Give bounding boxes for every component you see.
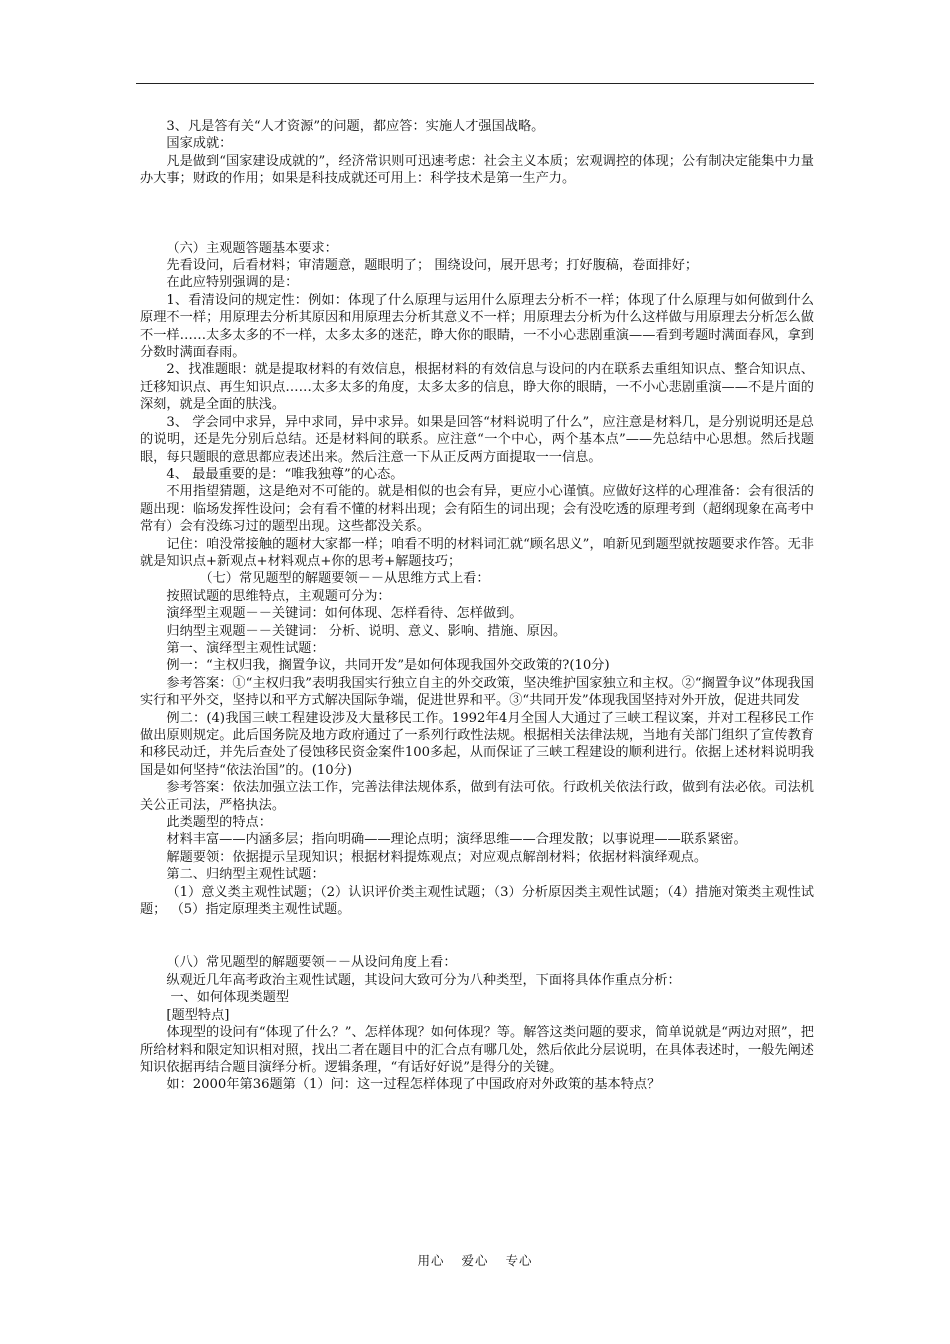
- footer-word-3: 专心: [505, 1253, 533, 1268]
- paragraph: 解题要领：依据提示呈现知识；根据材料提炼观点；对应观点解剖材料；依据材料演绎观点。: [166, 849, 708, 865]
- paragraph: （八）常见题型的解题要领－－从设问角度上看：: [166, 955, 457, 971]
- document-body: [140, 118, 814, 1094]
- paragraph: 按照试题的思维特点，主观题可分为：: [166, 588, 391, 604]
- paragraph: 纵观近几年高考政治主观性试题，其设问大致可分为八种类型，下面将具体作重点分析：: [166, 972, 681, 988]
- paragraph: [题型特点]: [166, 1007, 230, 1023]
- paragraph: 参考答案：①“主权归我”表明我国实行独立自主的外交政策，坚决维护国家独立和主权。②“搁置争议”体现我国实行和平外交，坚持以和平方式解决国际争端，促进世界和平。③“共同开发”体现我国坚持对外开放，促进共同发: [140, 675, 814, 709]
- paragraph: 记住：咱没常接触的题材大家都一样；咱看不明的材料词汇就“顾名思义”，咱新见到题型就按题要求作答。无非就是知识点+新观点+材料观点+你的思考+解题技巧；: [140, 536, 814, 569]
- footer-word-2: 爱心: [461, 1253, 489, 1268]
- paragraph: （1）意义类主观性试题；（2）认识评价类主观性试题；（3）分析原因类主观性试题；（4）措施对策类主观性试题； （5）指定原理类主观性试题。: [140, 884, 814, 918]
- paragraph: 第二、归纳型主观性试题：: [166, 867, 325, 883]
- paragraph: 材料丰富——内涵多层；指向明确——理论点明；演绎思维——合理发散；以事说理——联系紧密。: [166, 832, 747, 848]
- paragraph: 归纳型主观题－－关键词： 分析、说明、意义、影响、措施、原因。: [166, 623, 567, 639]
- paragraph: 3、 学会同中求异，异中求同，异中求异。如果是回答“材料说明了什么”，应注意是材料几，是分别说明还是总的说明，还是先分别后总结。还是材料间的联系。应注意“一个中心，两个基本点”——先总结中心思想。然后找题眼，每只题眼的意思都应表述出来。然后注意一下从正反两方面提取一一信息。: [140, 414, 814, 465]
- paragraph: （六）主观题答题基本要求：: [166, 240, 338, 256]
- paragraph: （七）常见题型的解题要领－－从思维方式上看：: [199, 571, 490, 587]
- header-rule: [136, 83, 814, 84]
- paragraph: 此类题型的特点：: [166, 815, 272, 831]
- paragraph: 例二：(4)我国三峡工程建设涉及大量移民工作。1992年4月全国人大通过了三峡工程议案，并对工程移民工作做出原则规定。此后国务院及地方政府通过了一系列行政性法规。根据相关法律法规，当地有关部门组织了宣传教育和移民动迁，并先后查处了侵蚀移民资金案件100多起，从而保证了三峡工程建设的顺利进行。依据上述材料说明我国是如何坚持“依法治国”的。(10分): [140, 710, 814, 778]
- paragraph: 国家成就：: [166, 136, 233, 152]
- paragraph: 参考答案：依法加强立法工作，完善法律法规体系，做到有法可依。行政机关依法行政，做到有法必依。司法机关公正司法，严格执法。: [140, 780, 814, 813]
- paragraph: 体现型的设问有“体现了什么？”、怎样体现？如何体现？等。解答这类问题的要求，简单说就是“两边对照”，把所给材料和限定知识相对照，找出二者在题目中的汇合点有哪几处，然后依此分层说明，在具体表述时，一般先阐述知识依据再结合题目演绎分析。逻辑条理，“有话好好说”是得分的关键。: [140, 1025, 814, 1075]
- paragraph: 在此应特别强调的是：: [166, 275, 299, 291]
- paragraph: 1、看清设问的规定性：例如：体现了什么原理与运用什么原理去分析不一样；体现了什么原理与如何做到什么原理不一样；用原理去分析其原因和用原理去分析其意义不一样；用原理去分析为什么这样做与用原理去分析怎么做不一样……太多太多的不一样，太多太多的迷茫，睁大你的眼睛，一不小心悲剧重演——看到考题时满面春风，拿到分数时满面春雨。: [140, 292, 814, 361]
- page-footer: [0, 1251, 950, 1269]
- paragraph: 先看设问，后看材料；审清题意，题眼明了； 围绕设问，展开思考；打好腹稿，卷面排好；: [166, 258, 699, 274]
- paragraph: 第一、演绎型主观性试题：: [166, 640, 325, 656]
- paragraph: 如：2000年第36题第（1）问：这一过程怎样体现了中国政府对外政策的基本特点？: [166, 1077, 661, 1093]
- paragraph: 演绎型主观题－－关键词：如何体现、怎样看待、怎样做到。: [166, 606, 523, 622]
- paragraph: 2、找准题眼：就是提取材料的有效信息，根据材料的有效信息与设问的内在联系去重组知识点、整合知识点、迁移知识点、再生知识点……太多太多的角度，太多太多的信息，睁大你的眼睛，一不小心悲剧重演——不是片面的深刻，就是全面的肤浅。: [140, 362, 814, 413]
- paragraph: 4、 最最重要的是：“唯我独尊”的心态。: [166, 466, 404, 482]
- paragraph: 3、凡是答有关“人才资源”的问题，都应答：实施人才强国战略。: [166, 119, 545, 134]
- section-gap: [140, 918, 814, 954]
- footer-word-1: 用心: [417, 1253, 445, 1268]
- paragraph: 例一：“主权归我，搁置争议，共同开发”是如何体现我国外交政策的?(10分): [166, 658, 610, 674]
- paragraph: 一、如何体现类题型: [170, 990, 290, 1006]
- section-gap: [140, 188, 814, 240]
- paragraph: 凡是做到“国家建设成就的”，经济常识则可迅速考虑：社会主义本质；宏观调控的体现；公有制决定能集中力量办大事；财政的作用；如果是科技成就还可用上：科学技术是第一生产力。: [140, 153, 814, 187]
- paragraph: 不用指望猜题，这是绝对不可能的。就是相似的也会有异，更应小心谨慎。应做好这样的心理准备：会有很活的题出现：临场发挥性设问；会有看不懂的材料出现；会有陌生的词出现；会有没吃透的原理考到（超纲现象在高考中常有）会有没练习过的题型出现。这些都没关系。: [140, 484, 814, 535]
